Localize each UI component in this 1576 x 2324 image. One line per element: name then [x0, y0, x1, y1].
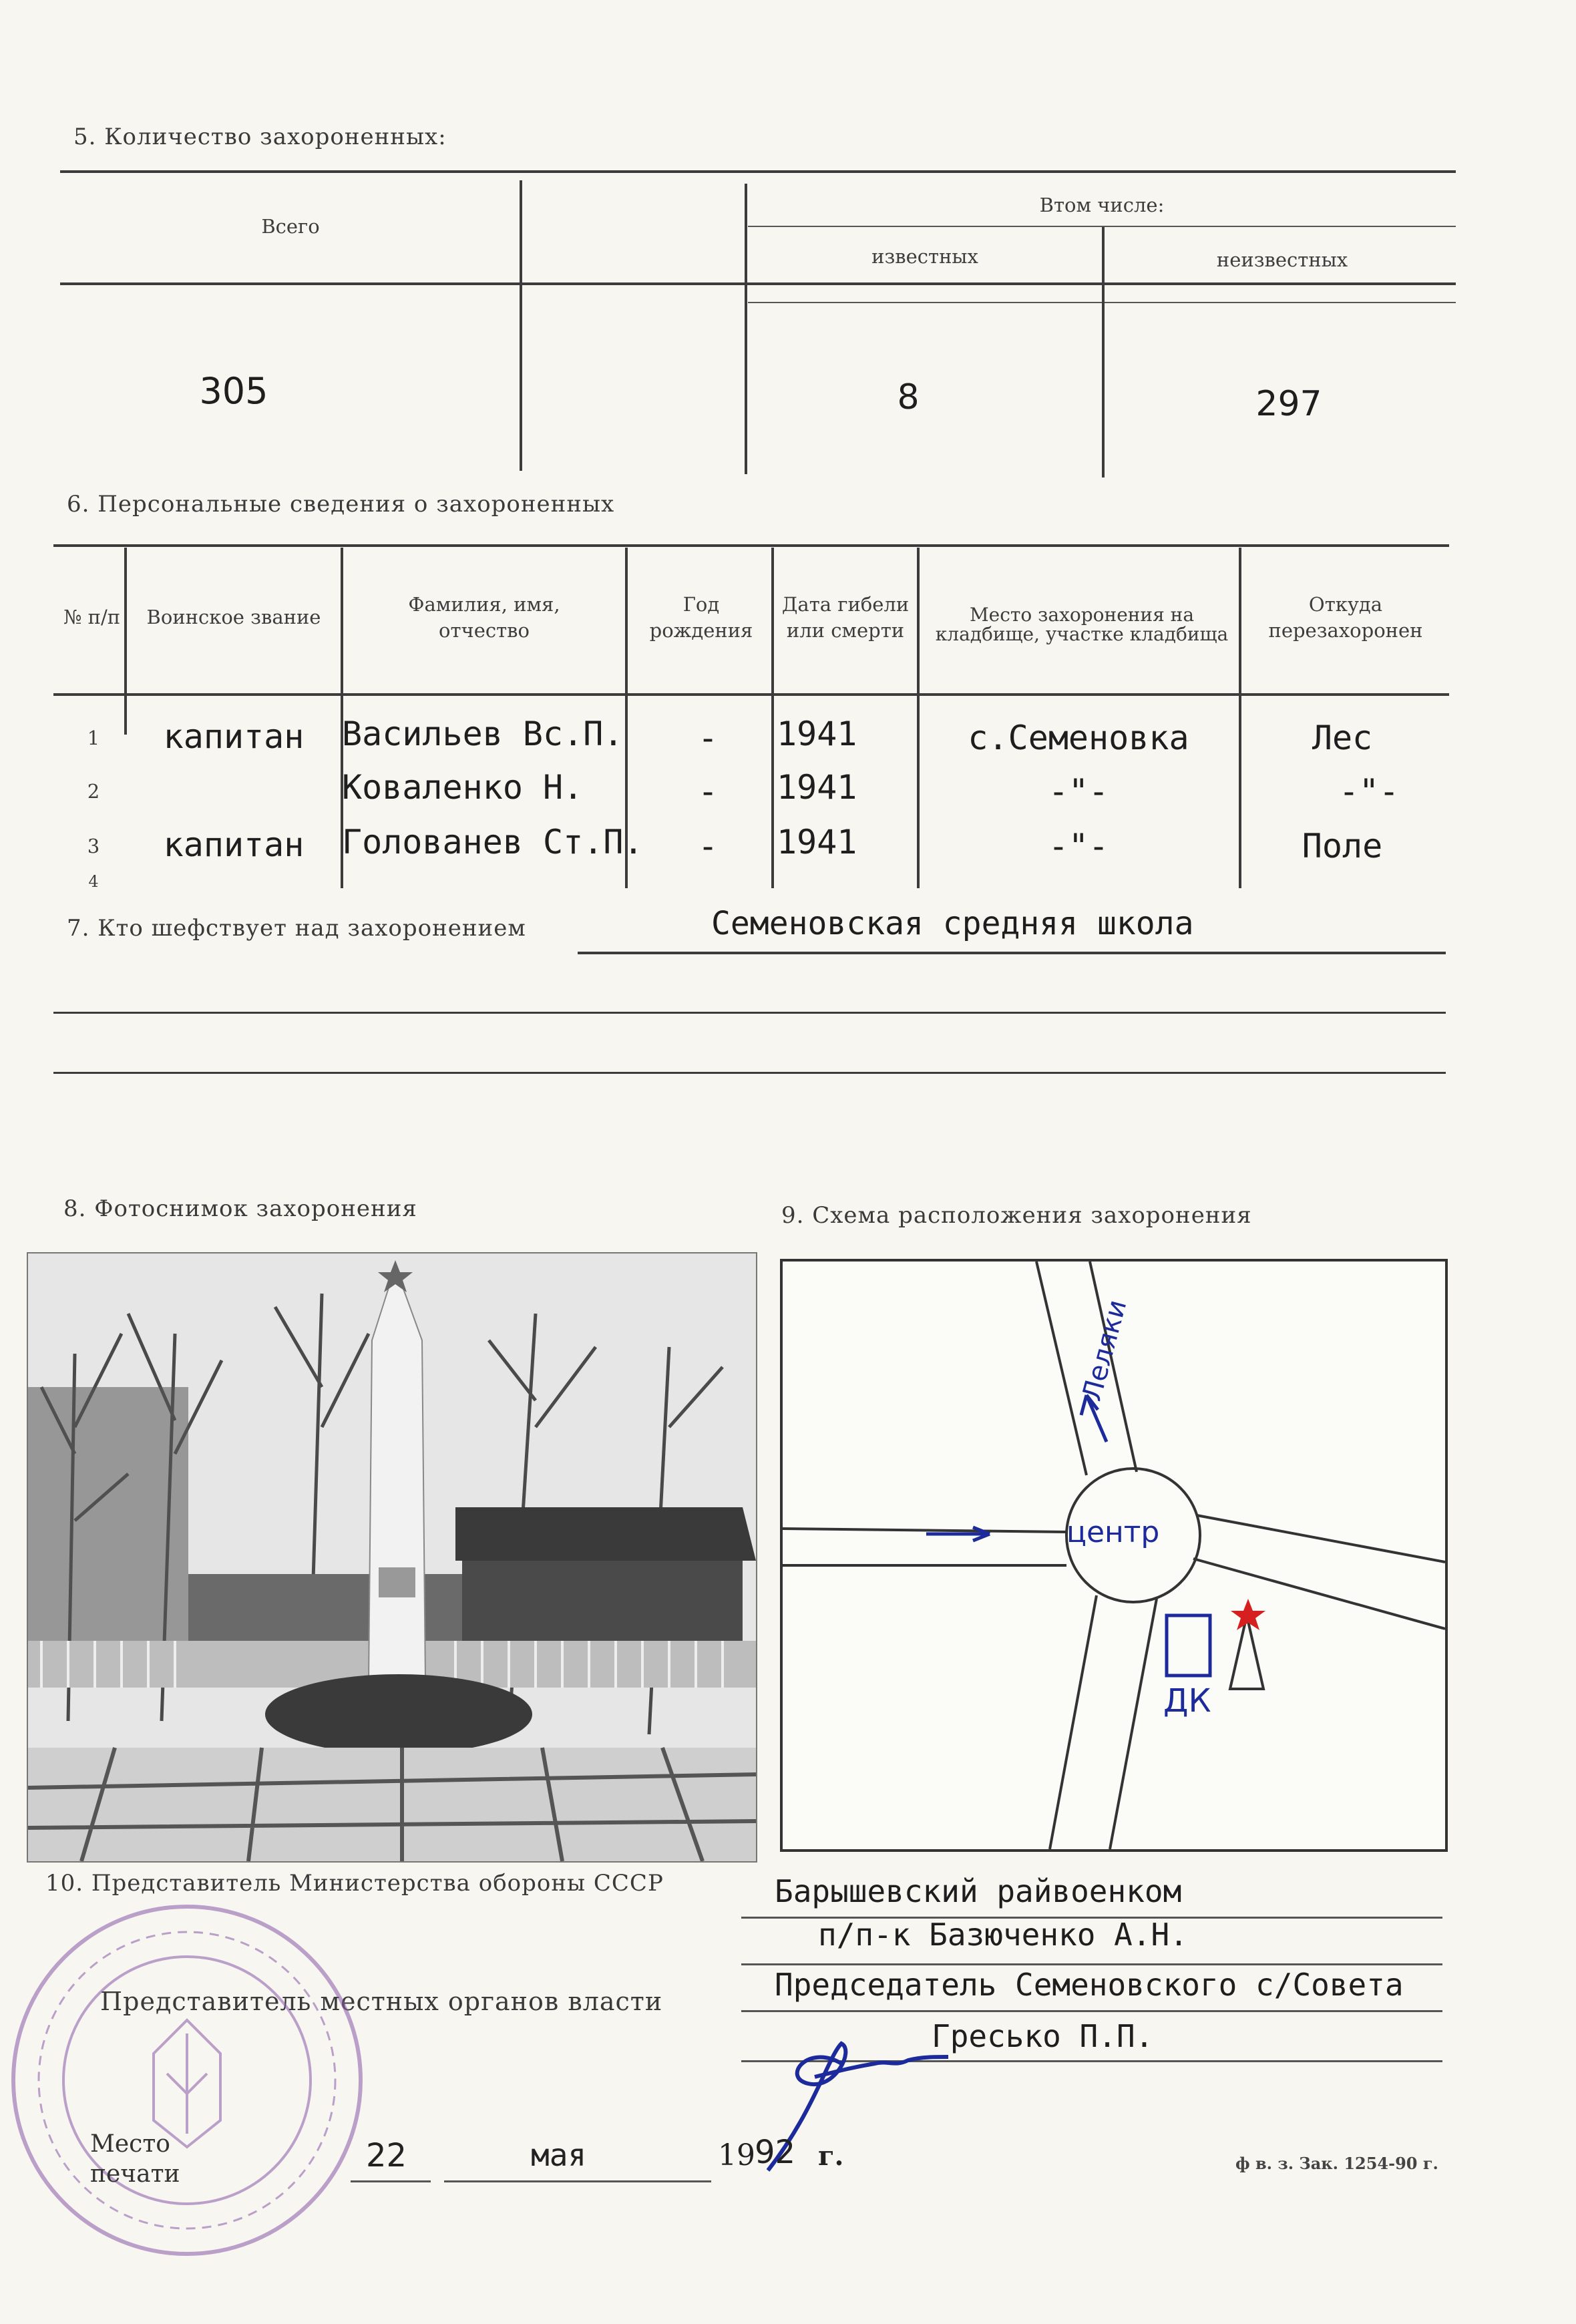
memorial-photo	[27, 1252, 757, 1863]
mod-line-1: Барышевский райвоенком	[775, 1873, 1182, 1909]
mod-underline-2	[741, 1963, 1442, 1965]
s7-line-3	[53, 1072, 1446, 1074]
scheme-dk-label: ДК	[1163, 1682, 1211, 1720]
date-year-suffix: 92	[755, 2134, 796, 2171]
s5-unknown-value: 297	[1255, 384, 1322, 424]
memorial-photo-image	[28, 1253, 756, 1861]
row-name: Коваленко Н.	[342, 768, 584, 807]
mod-line-2: п/п-к Базюченко А.Н.	[818, 1917, 1188, 1953]
section6-title: 6. Персональные сведения о захороненных	[67, 491, 615, 518]
s7-line-2	[53, 1012, 1446, 1014]
row-death: 1941	[777, 823, 857, 861]
s6-vline-1	[124, 548, 127, 735]
stamp-place-label: Место печати	[90, 2130, 180, 2188]
s5-known-value: 8	[897, 377, 920, 417]
row-rank: капитан	[163, 717, 305, 756]
s6-head-name: Фамилия, имя, отчество	[408, 592, 560, 642]
local-authority-label: Представитель местных органов власти	[100, 1987, 663, 2016]
date-day: 22	[366, 2137, 407, 2174]
row-death: 1941	[777, 715, 857, 753]
row-from: -"-	[1338, 772, 1400, 811]
s6-top-line	[53, 544, 1449, 547]
s6-vline-6	[1239, 548, 1241, 888]
row-from: Поле	[1302, 827, 1383, 865]
section7-title: 7. Кто шефствует над захоронением	[67, 915, 526, 942]
section9-title: 9. Схема расположения захоронения	[781, 1202, 1252, 1229]
row-num: 2	[87, 779, 100, 803]
section7-value: Семеновская средняя школа	[711, 905, 1194, 942]
s5-col-including: Втом числе:	[1039, 193, 1165, 216]
date-year-prefix: 19	[718, 2138, 755, 2172]
location-scheme	[780, 1259, 1448, 1852]
row-place: -"-	[1048, 827, 1109, 865]
s5-col-unknown: неизвестных	[1216, 248, 1348, 272]
s5-col-known: известных	[871, 245, 978, 268]
row-birth: -	[697, 719, 719, 757]
row-name: Голованев Ст.П.	[342, 823, 644, 861]
row-num: 4	[88, 872, 99, 891]
local-line-1: Председатель Семеновского с/Совета	[775, 1967, 1404, 2003]
scheme-road-label: Леляки	[1076, 1296, 1133, 1404]
row-rank: капитан	[163, 825, 305, 864]
s6-head-birth: Год рождения	[649, 592, 753, 642]
s6-head-rank: Воинское звание	[146, 606, 321, 629]
s6-vline-4	[771, 548, 774, 888]
row-birth: -	[697, 827, 719, 865]
row-place: с.Семеновка	[968, 719, 1189, 757]
s5-top-line	[60, 170, 1456, 173]
s6-head-num: № п/п	[63, 606, 121, 629]
date-month: мая	[531, 2137, 587, 2173]
s5-vline-2	[745, 184, 747, 474]
date-day-underline	[351, 2180, 431, 2182]
s6-head-death: Дата гибели или смерти	[781, 592, 910, 642]
s7-line-1	[578, 952, 1446, 954]
row-num: 1	[87, 726, 100, 749]
s6-vline-5	[917, 548, 920, 888]
section5-title: 5. Количество захороненных:	[73, 124, 447, 150]
date-month-underline	[444, 2180, 711, 2182]
row-name: Васильев Вс.П.	[342, 715, 624, 753]
s5-col-total: Всего	[261, 215, 320, 238]
date-year-unit: г.	[818, 2140, 844, 2172]
row-birth: -	[697, 772, 719, 811]
s6-head-place: Место захоронения на кладбище, участке кладбища	[935, 603, 1229, 645]
section10-title: 10. Представитель Министерства обороны СССР	[45, 1870, 664, 1897]
local-line-2: Гресько П.П.	[932, 2018, 1154, 2054]
s5-total-value: 305	[199, 369, 268, 412]
official-seal	[7, 1900, 367, 2261]
row-death: 1941	[777, 768, 857, 807]
scheme-center-label: центр	[1066, 1515, 1160, 1549]
row-place: -"-	[1048, 772, 1109, 811]
section8-title: 8. Фотоснимок захоронения	[63, 1195, 417, 1222]
s6-head-from: Откуда перезахоронен	[1268, 592, 1423, 642]
printer-note: ф в. з. Зак. 1254-90 г.	[1235, 2154, 1438, 2173]
s5-vline-3	[1102, 227, 1105, 477]
row-from: Лес	[1312, 719, 1373, 757]
row-num: 3	[87, 834, 100, 857]
